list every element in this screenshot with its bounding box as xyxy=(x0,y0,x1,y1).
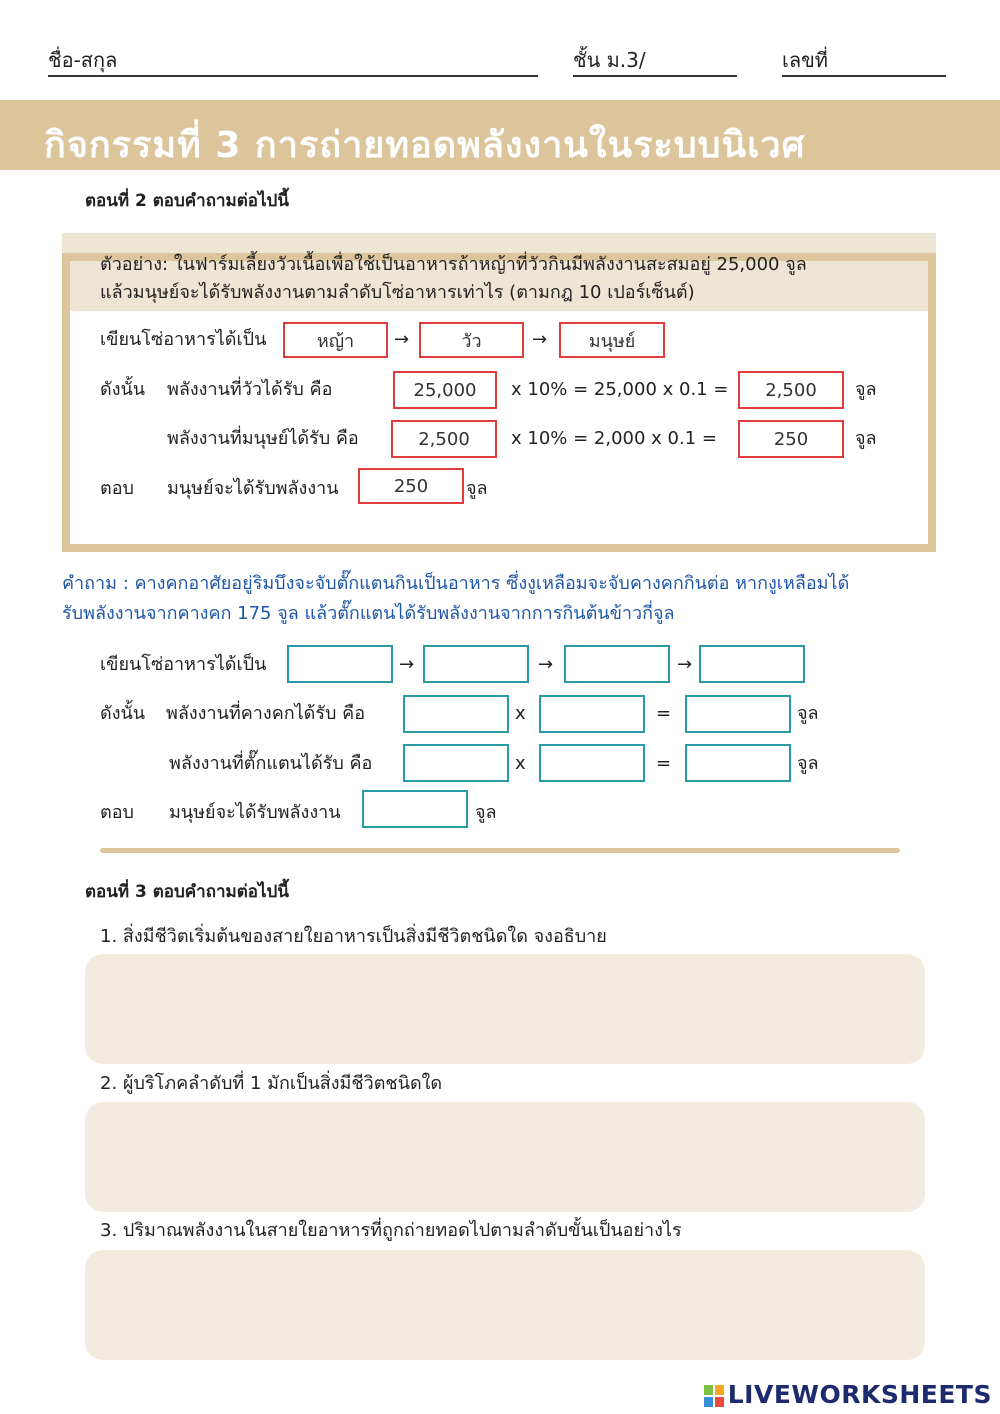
name-label: ชื่อ-สกุล xyxy=(48,48,118,72)
example-cow-label: พลังงานที่วัวได้รับ คือ xyxy=(167,379,333,400)
grasshopper-input-2[interactable] xyxy=(539,744,645,782)
section-divider xyxy=(100,848,900,853)
example-answer-text: มนุษย์จะได้รับพลังงาน xyxy=(167,478,339,499)
arrow-icon: → xyxy=(538,654,554,675)
answer-area-3[interactable] xyxy=(85,1250,925,1360)
part3-question-3: 3. ปริมาณพลังงานในสายใยอาหารที่ถูกถ่ายทอดไปตามลำดับขั้นเป็นอย่างไร xyxy=(100,1220,682,1241)
page-title: กิจกรรมที่ 3 การถ่ายทอดพลังงานในระบบนิเวศ xyxy=(44,125,806,166)
equals-sign: = xyxy=(656,703,672,724)
liveworksheets-logo xyxy=(704,1380,992,1409)
number-line[interactable] xyxy=(782,75,946,77)
arrow-icon: → xyxy=(532,329,548,350)
example-chain-box-3: มนุษย์ xyxy=(559,322,665,358)
chain-input-2[interactable] xyxy=(423,645,529,683)
answer-area-1[interactable] xyxy=(85,954,925,1064)
example-human-result-box: 250 xyxy=(738,420,844,458)
part3-question-2: 2. ผู้บริโภคลำดับที่ 1 มักเป็นสิ่งมีชีวิตชนิดใด xyxy=(100,1073,443,1094)
grasshopper-energy-label: พลังงานที่ตั๊กแตนได้รับ คือ xyxy=(169,753,373,774)
question-answer-text: มนุษย์จะได้รับพลังงาน xyxy=(169,802,341,823)
question-therefore: ดังนั้น xyxy=(100,703,146,724)
part3-question-1: 1. สิ่งมีชีวิตเริ่มต้นของสายใยอาหารเป็นสิ่งมีชีวิตชนิดใด จงอธิบาย xyxy=(100,926,607,947)
question-unit: จูล xyxy=(475,802,497,823)
example-line-2: แล้วมนุษย์จะได้รับพลังงานตามลำดับโซ่อาหารเท่าไร (ตามกฎ 10 เปอร์เซ็นต์) xyxy=(100,282,695,303)
toad-energy-label: พลังงานที่คางคกได้รับ คือ xyxy=(166,703,366,724)
example-chain-box-2: วัว xyxy=(419,322,524,358)
part3-heading: ตอนที่ 3 ตอบคำถามต่อไปนี้ xyxy=(85,882,289,902)
liveworksheets-brand-text: LIVEWORKSHEETS xyxy=(727,1380,992,1409)
grasshopper-input-1[interactable] xyxy=(403,744,509,782)
class-line[interactable] xyxy=(573,75,737,77)
class-label: ชั้น ม.3/ xyxy=(573,48,646,72)
liveworksheets-logo-icon xyxy=(704,1385,724,1407)
answer-input[interactable] xyxy=(362,790,468,828)
question-line-1: คำถาม : คางคกอาศัยอยู่ริมบึงจะจับตั๊กแตนกินเป็นอาหาร ซึ่งงูเหลือมจะจับคางคกกินต่อ หากงูเหลือมได้ xyxy=(62,573,850,594)
example-human-formula: x 10% = 2,000 x 0.1 = xyxy=(511,428,717,449)
example-answer-label: ตอบ xyxy=(100,478,134,499)
chain-input-3[interactable] xyxy=(564,645,670,683)
example-unit: จูล xyxy=(855,379,877,400)
arrow-icon: → xyxy=(677,654,693,675)
question-unit: จูล xyxy=(797,753,819,774)
equals-sign: = xyxy=(656,753,672,774)
example-human-label: พลังงานที่มนุษย์ได้รับ คือ xyxy=(167,428,359,449)
example-cow-result-box: 2,500 xyxy=(738,371,844,409)
example-chain-label: เขียนโซ่อาหารได้เป็น xyxy=(100,329,267,350)
question-line-2: รับพลังงานจากคางคก 175 จูล แล้วตั๊กแตนได้รับพลังงานจากการกินต้นข้าวกี่จูล xyxy=(62,603,675,624)
toad-input-1[interactable] xyxy=(403,695,509,733)
example-human-input-box: 2,500 xyxy=(391,420,497,458)
times-sign: x xyxy=(515,753,526,774)
toad-input-2[interactable] xyxy=(539,695,645,733)
toad-result-input[interactable] xyxy=(685,695,791,733)
example-cow-input-box: 25,000 xyxy=(393,371,497,409)
chain-input-4[interactable] xyxy=(699,645,805,683)
example-unit: จูล xyxy=(855,428,877,449)
question-unit: จูล xyxy=(797,703,819,724)
name-line[interactable] xyxy=(48,75,538,77)
arrow-icon: → xyxy=(394,329,410,350)
number-label: เลขที่ xyxy=(782,48,828,72)
answer-area-2[interactable] xyxy=(85,1102,925,1212)
grasshopper-result-input[interactable] xyxy=(685,744,791,782)
example-unit: จูล xyxy=(466,478,488,499)
chain-input-1[interactable] xyxy=(287,645,393,683)
times-sign: x xyxy=(515,703,526,724)
question-answer-label: ตอบ xyxy=(100,802,134,823)
arrow-icon: → xyxy=(399,654,415,675)
example-answer-box: 250 xyxy=(358,468,464,504)
example-cow-formula: x 10% = 25,000 x 0.1 = xyxy=(511,379,729,400)
example-line-1: ตัวอย่าง: ในฟาร์มเลี้ยงวัวเนื้อเพื่อใช้เป็นอาหารถ้าหญ้าที่วัวกินมีพลังงานสะสมอยู่ 25,000 จูล xyxy=(100,254,807,275)
example-therefore: ดังนั้น xyxy=(100,379,146,400)
part2-heading: ตอนที่ 2 ตอบคำถามต่อไปนี้ xyxy=(85,191,289,211)
example-chain-box-1: หญ้า xyxy=(283,322,388,358)
question-chain-label: เขียนโซ่อาหารได้เป็น xyxy=(100,654,267,675)
